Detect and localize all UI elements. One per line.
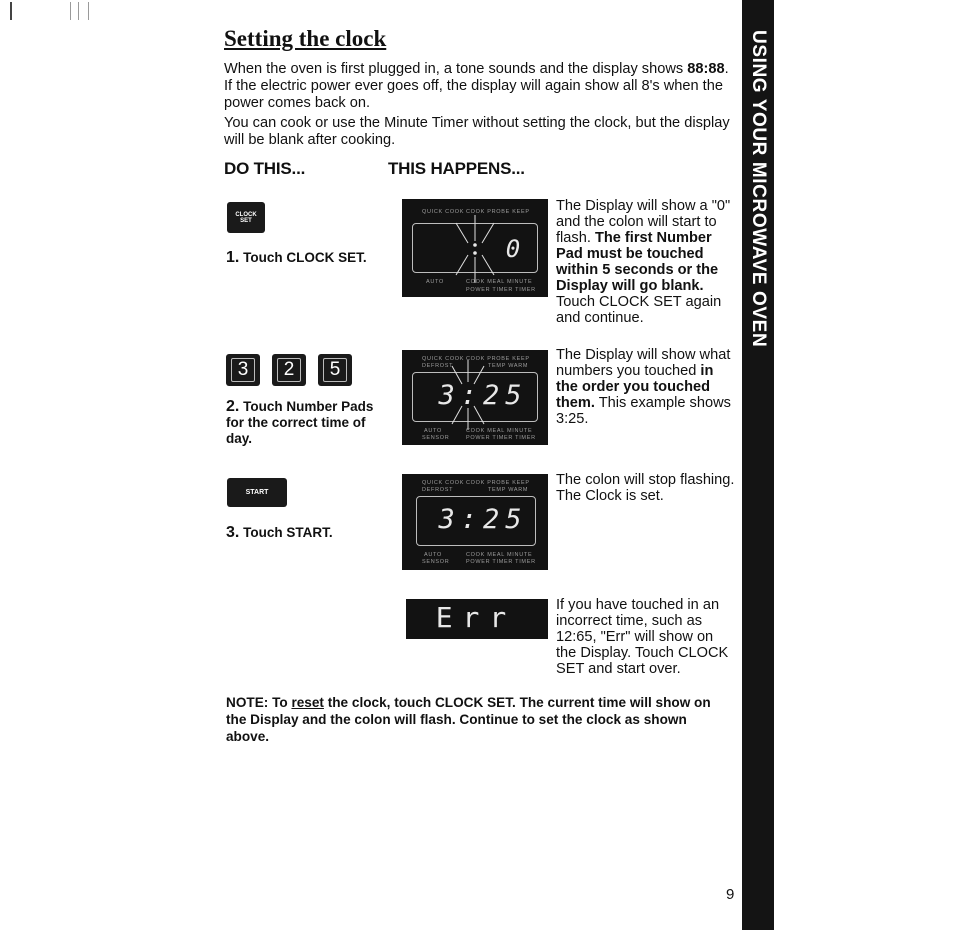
intro-text: . If the electric power ever goes off, the display will again show all 8's when the power comes back on. — [224, 61, 729, 111]
panel-label: COOK MEAL MINUTE — [466, 428, 533, 434]
desc-text: This example shows 3:25. — [556, 395, 731, 427]
scan-mark — [78, 2, 79, 20]
panel-label: AUTO — [424, 552, 442, 558]
column-heading-this-happens: THIS HAPPENS... — [388, 159, 525, 178]
number-pad-2[interactable] — [272, 354, 306, 386]
step-2-instruction — [226, 399, 376, 447]
panel-label: COOK MEAL MINUTE — [466, 552, 533, 558]
step-number: 2. — [226, 398, 240, 415]
number-pad-label: 3 — [231, 358, 255, 382]
panel-label: TEMP WARM — [488, 363, 529, 369]
error-display-panel — [406, 599, 548, 639]
side-tab-label: USING YOUR MICROWAVE OVEN — [748, 30, 769, 348]
display-panel-step-2 — [402, 350, 548, 445]
panel-label: QUICK COOK — [422, 480, 465, 486]
clock-set-key-label: CLOCK — [235, 211, 257, 218]
note-text: the clock, touch CLOCK SET. The current time will show on the Display and the colon will flash. Continue to set the clock as shown above. — [226, 695, 711, 744]
step-text: Touch START. — [243, 525, 333, 540]
step-3-instruction — [226, 525, 333, 541]
clock-set-key-label: SET — [240, 217, 252, 224]
display-digits: 3:25 — [438, 380, 528, 411]
start-key[interactable] — [227, 478, 287, 507]
note-prefix: NOTE: To — [226, 695, 292, 710]
error-display-digits: Err — [435, 601, 517, 634]
panel-label: TEMP WARM — [488, 487, 529, 493]
intro-paragraph: You can cook or use the Minute Timer without setting the clock, but the display will be blank after cooking. — [224, 115, 730, 148]
panel-label: QUICK COOK — [422, 209, 465, 215]
panel-label: SENSOR — [422, 559, 450, 565]
page-title: Setting the clock — [224, 26, 387, 51]
desc-text: The Display will show what numbers you touched — [556, 347, 731, 379]
panel-label: COOK PROBE KEEP — [466, 209, 530, 215]
intro-paragraph — [224, 61, 736, 112]
panel-label: POWER TIMER TIMER — [466, 559, 536, 565]
display-panel-step-3 — [402, 474, 548, 570]
panel-label: AUTO — [426, 279, 444, 285]
desc-text: The Display will show a "0" and the colon will start to flash. — [556, 198, 731, 246]
panel-label: COOK PROBE KEEP — [466, 480, 530, 486]
display-digits: 0 — [505, 235, 521, 263]
display-digits: 3:25 — [438, 504, 528, 535]
panel-label: DEFROST — [422, 363, 454, 369]
panel-label: SENSOR — [422, 435, 450, 441]
error-description: If you have touched in an incorrect time, such as 12:65, "Err" will show on the Display. Touch CLOCK SET and start over. — [556, 597, 729, 677]
clock-set-key[interactable] — [227, 202, 265, 233]
column-heading-do-this: DO THIS... — [224, 159, 306, 178]
scan-mark — [10, 2, 12, 20]
step-2-description — [556, 347, 736, 427]
panel-label: POWER TIMER TIMER — [466, 435, 536, 441]
intro-bold: 88:88 — [687, 61, 725, 77]
number-pad-label: 5 — [323, 358, 347, 382]
number-pad-3[interactable] — [226, 354, 260, 386]
step-1-description — [556, 198, 736, 326]
step-text: Touch Number Pads for the correct time of day. — [226, 399, 374, 446]
step-number: 1. — [226, 249, 240, 266]
desc-bold: The first Number Pad must be touched within 5 seconds or the Display will go blank. — [556, 230, 719, 294]
desc-text: Touch CLOCK SET again and continue. — [556, 294, 722, 326]
panel-label: POWER TIMER TIMER — [466, 287, 536, 293]
scan-mark — [88, 2, 89, 20]
start-key-label: START — [245, 488, 269, 496]
desc-bold: in the order you touched them. — [556, 363, 714, 411]
scan-mark — [70, 2, 71, 20]
reset-note — [226, 694, 726, 745]
note-underlined: reset — [291, 695, 324, 710]
step-3-description: The colon will stop flashing. The Clock is set. — [556, 472, 735, 504]
display-panel-step-1 — [402, 199, 548, 297]
number-pad-label: 2 — [277, 358, 301, 382]
panel-label: COOK MEAL MINUTE — [466, 279, 533, 285]
number-pad-5[interactable] — [318, 354, 352, 386]
panel-label: DEFROST — [422, 487, 454, 493]
page-number: 9 — [726, 886, 735, 903]
intro-text: When the oven is first plugged in, a tone sounds and the display shows — [224, 61, 688, 77]
panel-label: COOK PROBE KEEP — [466, 356, 530, 362]
panel-label: AUTO — [424, 428, 442, 434]
step-number: 3. — [226, 524, 240, 541]
panel-label: QUICK COOK — [422, 356, 465, 362]
step-1-instruction — [226, 250, 367, 266]
step-text: Touch CLOCK SET. — [243, 250, 367, 265]
